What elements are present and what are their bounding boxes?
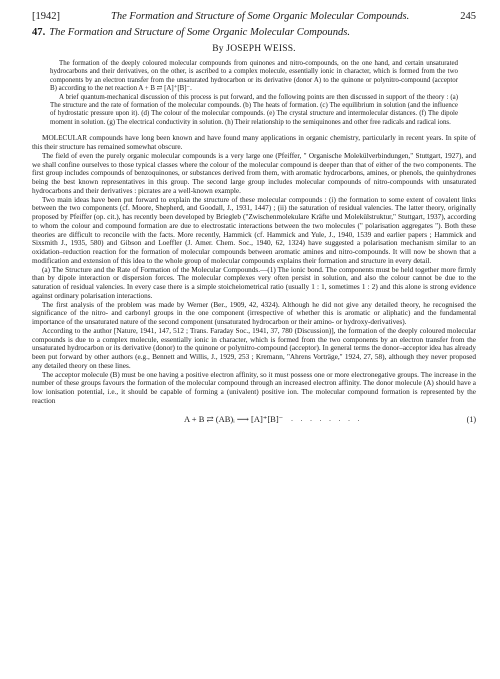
equation-1: [32, 414, 476, 425]
article-title: [32, 26, 476, 39]
header-title: The Formation and Structure of Some Organic Molecular Compounds.: [111, 11, 410, 22]
article-body: [32, 134, 476, 405]
body-paragraph: (a) The Structure and the Rate of Formation of the Molecular Compounds.—(1) The ionic bond. The components must be held together more firmly than by dipole interaction or dispersion forces. The molecular complexes very often persist in solution, and also the colour cannot be due to the saturation of residual valencies. In every case there is a simple stoicheiometrical ratio (usually 1 : 1, sometimes 1 : 2) and this alone is strong evidence against ordinary polarisation interactions.: [32, 265, 476, 300]
article-title-text: The Formation and Structure of Some Organic Molecular Compounds.: [49, 27, 351, 38]
author-line: By JOSEPH WEISS.: [212, 44, 296, 54]
article-number: 47.: [32, 27, 46, 38]
abstract: [32, 60, 476, 127]
page-number: 245: [460, 11, 476, 22]
body-paragraph: MOLECULAR compounds have long been known and have found many applications in organic chemistry, particularly in recent years. In spite of this their structure has remained somewhat obscure.: [32, 134, 476, 151]
abstract-paragraph: The formation of the deeply coloured molecular compounds from quinones and nitro-compounds, on the one hand, and certain unsaturated hydrocarbons and their derivatives, on the other, is ascribed to a complex molecule, essentially ionic in character, which is formed from the two components by an electron transfer from the unsaturated hydrocarbon or its derivative (donor A) to the quinone or polynitro-compound (acceptor B) according to the net reaction A + B ⇄ [A]⁺[B]⁻.: [50, 60, 458, 93]
equation-number: (1): [466, 414, 476, 424]
body-paragraph: Two main ideas have been put forward to explain the structure of these molecular compounds : (i) the formation to some extent of covalent links between the two components (cf. Moore, Shepherd, and Goodall, J., 1931, 1447) ; (ii) the saturation of residual valencies. The latter theory, originally proposed by Pfeiffer (op. cit.), has recently been developed by Briegleb ("Zwischenmolekulare Kräfte und Molekülstruktur," Stuttgart, 1937), according to whom the colour and compound formation are due to electrostatic interactions between the two molecules (" polarisation aggregates "). Both these theories are difficult to reconcile with the facts. More recently, Hammick (cf. Hammick and Yule, J., 1940, 1539 and earlier papers ; Hammick and Sixsmith J., 1935, 580) and Gibson and Loeffler (J. Amer. Chem. Soc., 1940, 62, 1324) have suggested a polarisation mechanism similar to an oxidation–reduction reaction for the formation of molecular compounds between aromatic amines and nitro-compounds. It will now be shown that a modification and extension of this idea to the whole group of molecular compounds explains their formation and structure in every detail.: [32, 195, 476, 265]
equation-formula: A + B ⇄ (AB)ᵢ ⟶ [A]⁺[B]⁻: [184, 413, 284, 424]
body-paragraph: The acceptor molecule (B) must be one having a positive electron affinity, so it must possess one or more electronegative groups. The increase in the number of these groups favours the formation of the molecular compound through an increased electron affinity. The donor molecule (A) should have a low ionisation potential, i.e., it should be capable of forming a (univalent) positive ion. The molecular compound formation is represented by the reaction: [32, 370, 476, 405]
body-paragraph: The first analysis of the problem was made by Werner (Ber., 1909, 42, 4324). Although he did not give any detailed theory, he recognised the significance of the nitro- and carbonyl groups in the one component (irrespective of whether this is aromatic or aliphatic) and the fundamental importance of the unsaturated nature of the second component (unsaturated hydrocarbon or their amino- or hydroxy-derivatives).: [32, 300, 476, 326]
running-header: [32, 10, 476, 23]
header-year: [1942]: [32, 11, 60, 22]
body-paragraph: The field of even the purely organic molecular compounds is a very large one (Pfeiffer, " Organische Molekülverbindungen," Stuttgart, 1927), and we shall confine ourselves to those typical classes where the colour of the molecular compound is deeper than that of either of the two components. The first group includes compounds of benzoquinones, or substances derived from them, with aromatic hydrocarbons, amines, or phenols, the quinhydrones being the best known representatives in this group. The second large group includes molecular compounds of nitro-compounds with unsaturated hydrocarbons and their derivatives : picrates are a well-known example.: [32, 151, 476, 195]
equation-leader: . . . . . . . .: [291, 415, 363, 423]
abstract-paragraph: A brief quantum-mechanical discussion of this process is put forward, and the following points are then discussed in support of the theory : (a) The structure and the rate of formation of the molecular compounds. (b) The heats of formation. (c) The equilibrium in solution (and the influence of hydrostatic pressure upon it). (d) The colour of the molecular compounds. (e) The crystal structure and intermolecular distances. (f) The dipole moment in solution. (g) The electrical conductivity in solution. (h) Their relationship to the semiquinones and other free radicals and radical ions.: [50, 93, 458, 126]
body-paragraph: According to the author [Nature, 1941, 147, 512 ; Trans. Faraday Soc., 1941, 37, 780 (Discussion)], the formation of the deeply coloured molecular compounds is due to a complex molecule, essentially ionic in character, which is formed from the two components by an electron transfer from the unsaturated hydrocarbon or its derivative (donor) to the quinone or polynitro-compound (acceptor). In general terms the donor–acceptor idea has already been put forward by other authors (e.g., Bennett and Willis, J., 1929, 253 ; Kremann, "Ahrens Vorträge," 1924, 27, 58), although they never proposed any detailed theory on these lines.: [32, 326, 476, 370]
